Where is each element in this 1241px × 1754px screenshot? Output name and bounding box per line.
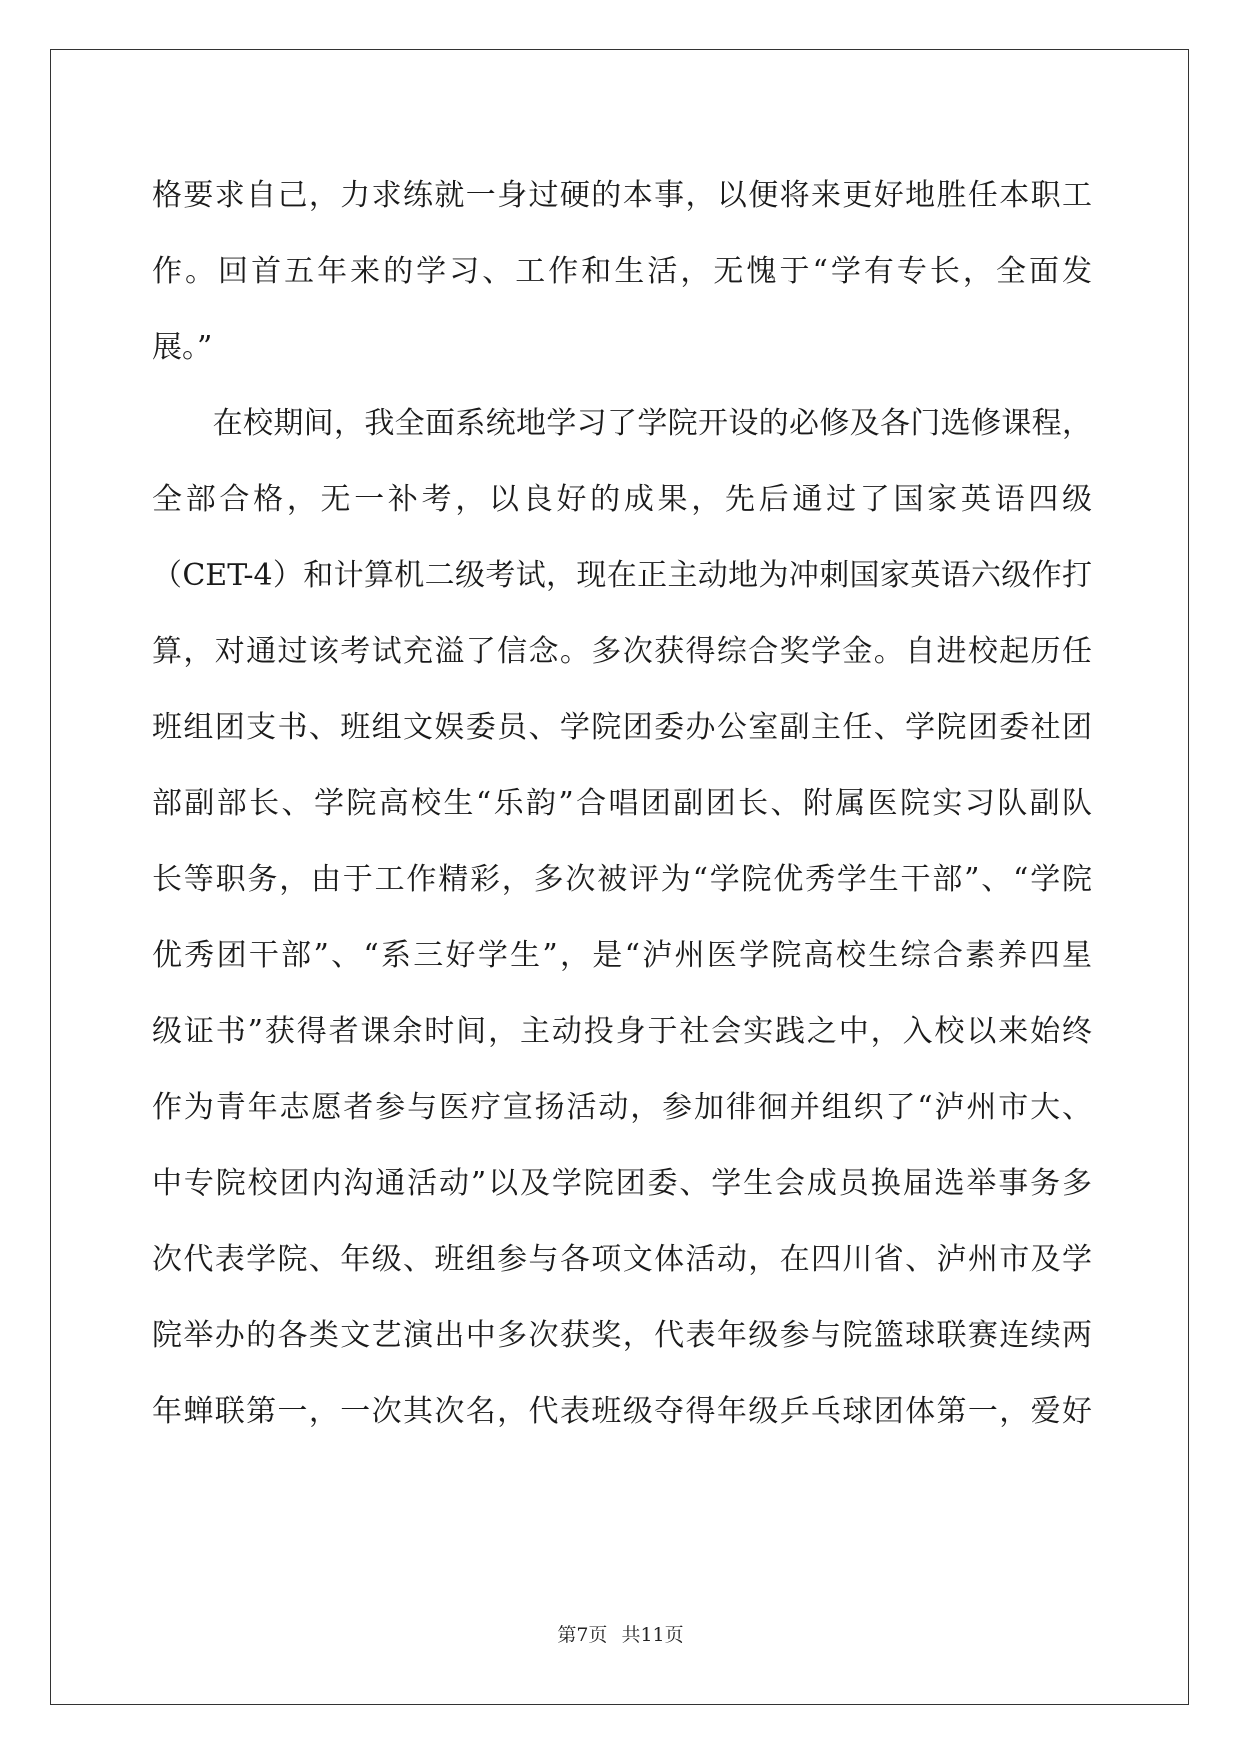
text-line: 格要求自己，力求练就一身过硬的本事，以便将来更好地胜任本职工 bbox=[152, 178, 1092, 213]
text-line: 班组团支书、班组文娱委员、学院团委办公室副主任、学院团委社团 bbox=[152, 710, 1092, 745]
text-line: 部副部长、学院高校生“乐韵”合唱团副团长、附属医院实习队副队 bbox=[152, 786, 1092, 821]
text-line: 院举办的各类文艺演出中多次获奖，代表年级参与院篮球联赛连续两 bbox=[152, 1318, 1092, 1353]
text-line: 展。” bbox=[152, 330, 213, 365]
text-line: 作。回首五年来的学习、工作和生活，无愧于“学有专长，全面发 bbox=[152, 254, 1092, 289]
text-line: 次代表学院、年级、班组参与各项文体活动，在四川省、泸州市及学 bbox=[152, 1242, 1092, 1277]
page-footer bbox=[0, 1620, 1241, 1647]
page-total: 共11页 bbox=[621, 1624, 684, 1646]
text-line: 级证书”获得者课余时间，主动投身于社会实践之中，入校以来始终 bbox=[152, 1014, 1092, 1049]
text-line: 长等职务，由于工作精彩，多次被评为“学院优秀学生干部”、“学院 bbox=[152, 862, 1092, 897]
text-line: 中专院校团内沟通活动”以及学院团委、学生会成员换届选举事务多 bbox=[152, 1166, 1092, 1201]
text-line: 年蝉联第一，一次其次名，代表班级夺得年级乒乓球团体第一，爱好 bbox=[152, 1394, 1092, 1429]
text-line: 优秀团干部”、“系三好学生”，是“泸州医学院高校生综合素养四星 bbox=[152, 938, 1092, 973]
page-number: 第7页 bbox=[557, 1624, 608, 1646]
text-line: 算，对通过该考试充溢了信念。多次获得综合奖学金。自进校起历任 bbox=[152, 634, 1092, 669]
text-line: 在校期间，我全面系统地学习了学院开设的必修及各门选修课程， bbox=[152, 406, 1092, 441]
document-body bbox=[152, 158, 1092, 1450]
text-line: （CET-4）和计算机二级考试，现在正主动地为冲刺国家英语六级作打 bbox=[152, 558, 1092, 593]
text-line: 全部合格，无一补考，以良好的成果，先后通过了国家英语四级 bbox=[152, 482, 1092, 517]
text-line: 作为青年志愿者参与医疗宣扬活动，参加徘徊并组织了“泸州市大、 bbox=[152, 1090, 1092, 1125]
